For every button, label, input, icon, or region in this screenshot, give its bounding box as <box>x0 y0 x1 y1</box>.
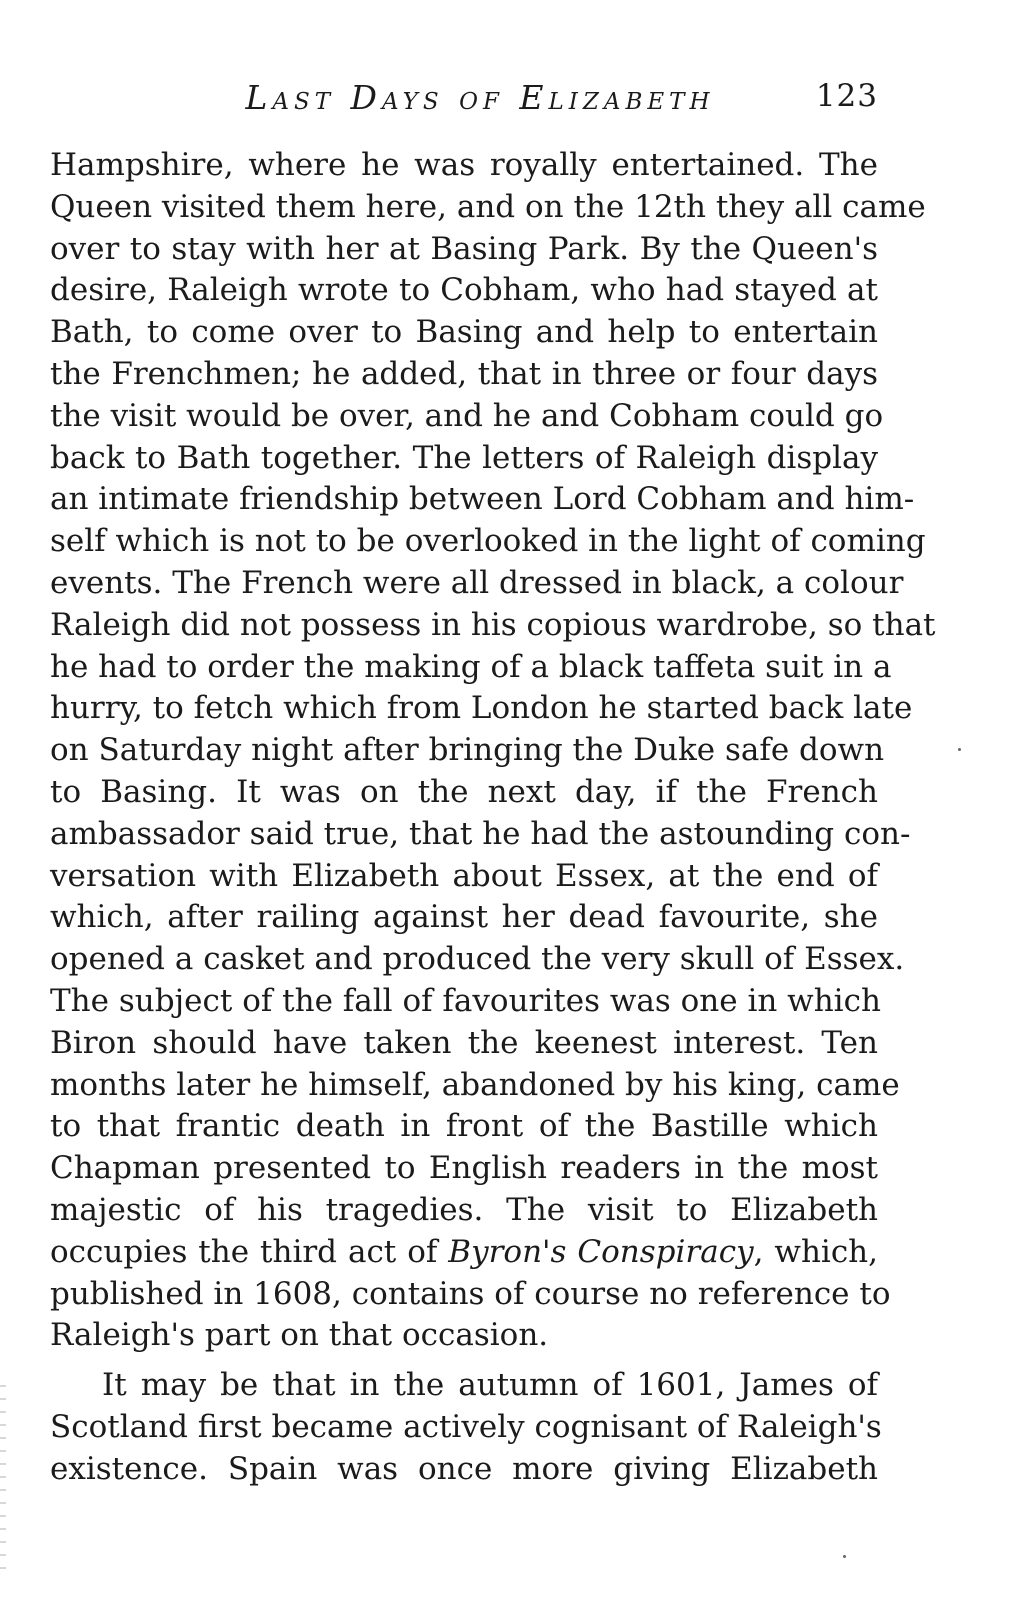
text-line: Bath, to come over to Basing and help to entertain <box>50 314 878 351</box>
text-line: It may be that in the autumn of 1601, James of <box>102 1367 878 1404</box>
line-text-before: occupies the third act of <box>50 1233 449 1270</box>
text-line: published in 1608, contains of course no reference to <box>50 1275 891 1312</box>
text-line: Scotland first became actively cognisant of Raleigh's <box>50 1408 882 1445</box>
page-number: 123 <box>815 78 878 114</box>
text-line: he had to order the making of a black taffeta suit in a <box>50 648 892 685</box>
text-line: majestic of his tragedies. The visit to Elizabeth <box>50 1191 878 1228</box>
text-line: back to Bath together. The letters of Raleigh display <box>50 439 878 476</box>
text-line: The subject of the fall of favourites was one in which <box>50 982 881 1019</box>
book-title: Byron's Conspiracy <box>448 1233 754 1270</box>
paragraph-1 <box>50 145 936 1357</box>
paragraph-gap <box>50 1357 878 1365</box>
text-line: which, after railing against her dead favourite, she <box>50 899 878 936</box>
text-line: Chapman presented to English readers in the most <box>50 1150 878 1187</box>
text-line: over to stay with her at Basing Park. By the Queen's <box>50 230 878 267</box>
text-line: hurry, to fetch which from London he started back late <box>50 690 913 727</box>
text-line: months later he himself, abandoned by his king, came <box>50 1066 900 1103</box>
text-line: Raleigh's part on that occasion. <box>50 1317 549 1354</box>
text-line: to that frantic death in front of the Bastille which <box>50 1108 878 1145</box>
text-line: events. The French were all dressed in black, a colour <box>50 564 904 601</box>
running-head <box>50 78 878 124</box>
text-line: to Basing. It was on the next day, if the French <box>50 773 878 810</box>
text-line: self which is not to be overlooked in the light of coming <box>50 523 926 560</box>
text-line: existence. Spain was once more giving Elizabeth <box>50 1450 878 1487</box>
text-line: on Saturday night after bringing the Duke safe down <box>50 732 885 769</box>
text-line: an intimate friendship between Lord Cobham and him- <box>50 481 915 518</box>
text-line: the Frenchmen; he added, that in three or four days <box>50 355 878 392</box>
scan-dust-speck <box>843 1555 846 1558</box>
text-line: versation with Elizabeth about Essex, at the end of <box>50 857 878 894</box>
line-text-after: , which, <box>753 1233 879 1270</box>
text-line: Hampshire, where he was royally entertained. The <box>50 147 878 183</box>
scan-dust-speck <box>958 748 961 751</box>
text-line: the visit would be over, and he and Cobham could go <box>50 397 884 434</box>
running-title: Last Days of Elizabeth <box>245 78 715 117</box>
text-line: desire, Raleigh wrote to Cobham, who had stayed at <box>50 272 878 309</box>
text-line: ambassador said true, that he had the astounding con- <box>50 815 911 852</box>
text-line: Queen visited them here, and on the 12th they all came <box>50 188 926 225</box>
text-line-with-title <box>50 1232 878 1274</box>
scan-edge-specks <box>0 1380 6 1580</box>
text-line: opened a casket and produced the very skull of Essex. <box>50 941 905 978</box>
paragraph-2 <box>50 1365 882 1490</box>
body-text <box>50 145 936 1491</box>
text-line: Raleigh did not possess in his copious wardrobe, so that <box>50 606 936 643</box>
text-line: Biron should have taken the keenest interest. Ten <box>50 1024 878 1061</box>
